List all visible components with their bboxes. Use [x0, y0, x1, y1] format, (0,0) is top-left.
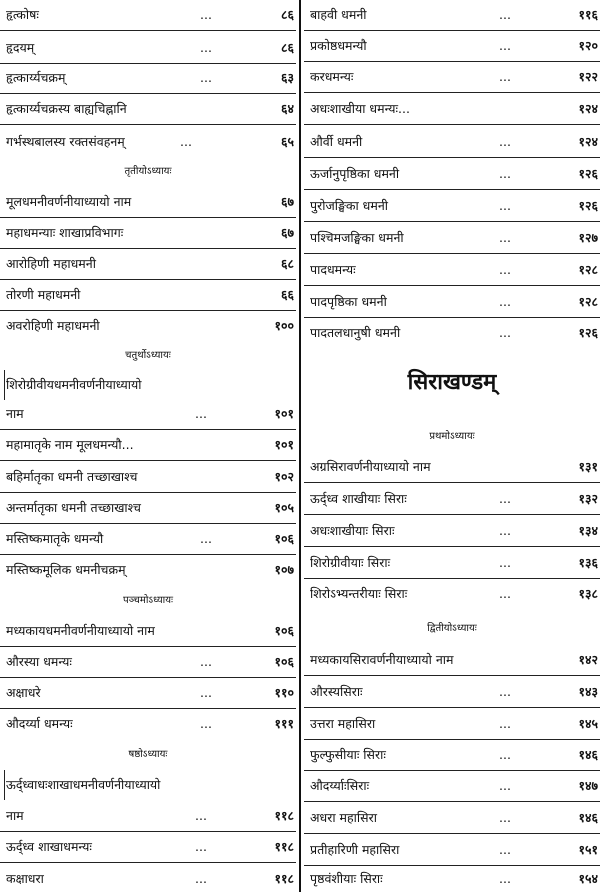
toc-row [0, 63, 296, 94]
entry-title: ऊर्द्ध्व शाखीयाः सिराः [310, 491, 407, 506]
entry-title: बहिर्मातृका धमनी तच्छाखाश्च [6, 469, 138, 484]
page-number: ६३ [280, 70, 294, 85]
chapter-heading: द्वितीयोऽध्यायः [427, 623, 477, 634]
chapter-heading: चतुर्थोऽध्यायः [125, 350, 171, 361]
leader-dots: ... [499, 294, 511, 309]
page-number: १३२ [578, 491, 598, 506]
page-number: १४३ [578, 684, 598, 699]
leader-dots: ... [195, 839, 207, 854]
leader-dots: ... [499, 778, 511, 793]
entry-title: औदर्य्या धमन्यः [6, 716, 73, 731]
entry-title: अवरोहिणी महाधमनी [6, 318, 100, 333]
toc-row [0, 249, 296, 280]
page-number: ६४ [280, 101, 294, 116]
leader-dots: ... [499, 555, 511, 570]
toc-row [304, 677, 600, 708]
leader-dots: ... [499, 230, 511, 245]
entry-title: नाम [6, 808, 24, 823]
leader-dots: ... [499, 716, 511, 731]
chapter-heading: तृतीयोऽध्यायः [124, 166, 172, 177]
leader-dots: ... [200, 685, 212, 700]
leader-dots: ... [499, 491, 511, 506]
entry-title: अक्षाधरे [6, 685, 41, 700]
toc-row [0, 94, 296, 125]
leader-dots: ... [499, 747, 511, 762]
page-number: १२४ [578, 101, 598, 116]
leader-dots: ... [499, 684, 511, 699]
toc-row [304, 0, 600, 31]
leader-dots: ... [200, 70, 212, 85]
toc-row [0, 770, 296, 800]
toc-row [304, 287, 600, 318]
entry-title: अग्रसिरावर्णनीयाध्यायो नाम [310, 459, 431, 474]
leader-dots: ... [499, 262, 511, 277]
entry-title: आरोहिणी महाधमनी [6, 256, 96, 271]
page-number: १४५ [578, 716, 598, 731]
page-number: १०१ [274, 406, 294, 421]
leader-dots: ... [499, 871, 511, 886]
toc-row [0, 127, 296, 157]
page-number: १०५ [274, 500, 294, 515]
toc-row [0, 280, 296, 311]
row-bracket [4, 770, 5, 800]
leader-dots: ... [499, 7, 511, 22]
page-number: १३४ [578, 523, 598, 538]
toc-row [304, 94, 600, 125]
page-number: ११८ [274, 808, 294, 823]
toc-row [0, 430, 296, 461]
leader-dots: ... [499, 198, 511, 213]
toc-row [0, 370, 296, 400]
toc-row [0, 678, 296, 709]
toc-row [0, 33, 296, 64]
toc-row [304, 223, 600, 254]
row-bracket [4, 370, 5, 400]
entry-title: ऊर्द्ध्व शाखाधमन्यः [6, 839, 92, 854]
page-number: १४६ [578, 810, 598, 825]
entry-title: अधःशाखीया धमन्यः... [310, 101, 410, 116]
leader-dots: ... [499, 69, 511, 84]
entry-title: हृत्कार्य्यचक्रम् [6, 70, 66, 85]
toc-row [304, 31, 600, 62]
page-number: ६७ [280, 225, 294, 240]
page-number: १३८ [578, 586, 598, 601]
toc-row [304, 740, 600, 771]
entry-title: हृदयम् [6, 40, 35, 55]
page-number: १२७ [578, 230, 598, 245]
entry-title: औरस्या धमन्यः [6, 654, 72, 669]
entry-title: मूलधमनीवर्णनीयाध्यायो नाम [6, 194, 132, 209]
toc-row [304, 318, 600, 348]
column-divider [299, 0, 301, 892]
toc-row [304, 579, 600, 609]
page-number: १११ [274, 716, 294, 731]
chapter-heading: षष्ठोऽध्यायः [128, 749, 168, 760]
toc-row [304, 548, 600, 579]
toc-row [304, 62, 600, 93]
leader-dots: ... [200, 7, 212, 22]
entry-title: फुल्फुसीयाः सिराः [310, 747, 386, 762]
toc-row [304, 516, 600, 547]
toc-row [0, 647, 296, 678]
page-number: ६६ [280, 287, 294, 302]
page-number: १०७ [274, 562, 294, 577]
leader-dots: ... [195, 871, 207, 886]
page-number: १२८ [578, 262, 598, 277]
page-number: १२६ [578, 325, 598, 340]
leader-dots: ... [499, 810, 511, 825]
entry-title: महाधमन्याः शाखाप्रविभागः [6, 225, 124, 240]
entry-title: औदर्य्याःसिराः [310, 778, 370, 793]
leader-dots: ... [200, 654, 212, 669]
entry-title: कक्षाधरा [6, 871, 44, 886]
page-number: ६८ [280, 256, 294, 271]
toc-row [304, 645, 600, 676]
page-number: ६७ [280, 194, 294, 209]
entry-title: गर्भस्थबालस्य रक्तसंवहनम् [6, 134, 125, 149]
leader-dots: ... [200, 716, 212, 731]
page-number: १०६ [274, 623, 294, 638]
entry-title: अन्तर्मातृका धमनी तच्छाखाश्च [6, 500, 141, 515]
leader-dots: ... [180, 134, 192, 149]
page-number: १०६ [274, 654, 294, 669]
page-number: १२४ [578, 134, 598, 149]
page-number: ११६ [578, 7, 598, 22]
entry-title: शिरोग्रीवीयधमनीवर्णनीयाध्यायो [6, 377, 142, 392]
leader-dots: ... [195, 406, 207, 421]
leader-dots: ... [195, 808, 207, 823]
page-number: ८६ [280, 40, 294, 55]
toc-row [0, 0, 296, 31]
page-number: १२६ [578, 198, 598, 213]
page-number: १५१ [578, 842, 598, 857]
entry-title: पुरोजङ्घिका धमनी [310, 198, 389, 213]
page-number: १४७ [578, 778, 598, 793]
entry-title: शिरोऽभ्यन्तरीयाः सिराः [310, 586, 408, 601]
entry-title: करधमन्यः [310, 69, 354, 84]
page-number: १२० [578, 38, 598, 53]
page-number: ११८ [274, 839, 294, 854]
chapter-heading: पञ्चमोऽध्यायः [122, 595, 174, 606]
leader-dots: ... [200, 531, 212, 546]
entry-title: मस्तिष्कमूलिक धमनीचक्रम् [6, 562, 126, 577]
toc-row [304, 803, 600, 834]
toc-row [0, 311, 296, 341]
page-number: ६५ [280, 134, 294, 149]
toc-row [304, 255, 600, 286]
entry-title: प्रतीहारिणी महासिरा [310, 842, 400, 857]
leader-dots: ... [499, 134, 511, 149]
entry-title: मध्यकायसिरावर्णनीयाध्यायो नाम [310, 652, 454, 667]
page-number: १३६ [578, 555, 598, 570]
entry-title: हृत्कोषः [6, 7, 39, 22]
toc-row [0, 493, 296, 524]
entry-title: पृष्ठवंशीयाः सिराः [310, 871, 383, 886]
toc-row [0, 801, 296, 832]
page-number: १२२ [578, 69, 598, 84]
toc-row [304, 159, 600, 190]
toc-row [0, 832, 296, 863]
entry-title: ऊर्द्ध्वाधःशाखाधमनीवर्णनीयाध्यायो [6, 777, 161, 792]
page-number: ११० [274, 685, 294, 700]
entry-title: हृत्कार्य्यचक्रस्य बाह्यचिह्नानि [6, 101, 127, 116]
chapter-heading: प्रथमोऽध्यायः [429, 431, 475, 442]
section-title: सिराखण्डम् [407, 370, 497, 395]
page-number: १४२ [578, 652, 598, 667]
entry-title: महामातृके नाम मूलधमन्यौ... [6, 437, 134, 452]
leader-dots: ... [200, 40, 212, 55]
entry-title: ऊर्जानुपृष्ठिका धमनी [310, 166, 400, 181]
page-number: १३१ [578, 459, 598, 474]
toc-row [0, 864, 296, 894]
page-number: १२८ [578, 294, 598, 309]
page-number: १०१ [274, 437, 294, 452]
toc-row [304, 835, 600, 866]
entry-title: मध्यकायधमनीवर्णनीयाध्यायो नाम [6, 623, 155, 638]
leader-dots: ... [499, 166, 511, 181]
toc-row [0, 616, 296, 647]
entry-title: उत्तरा महासिरा [310, 716, 376, 731]
entry-title: पादतलधानुषी धमनी [310, 325, 401, 340]
page-number: १०६ [274, 531, 294, 546]
leader-dots: ... [499, 586, 511, 601]
toc-row [304, 484, 600, 515]
entry-title: और्वी धमनी [310, 134, 363, 149]
entry-title: अधरा महासिरा [310, 810, 377, 825]
toc-row [0, 462, 296, 493]
toc-row [304, 452, 600, 483]
toc-row [304, 864, 600, 894]
toc-row [0, 709, 296, 739]
leader-dots: ... [499, 38, 511, 53]
page-number: १५४ [578, 871, 598, 886]
toc-row [304, 191, 600, 222]
leader-dots: ... [499, 842, 511, 857]
entry-title: अधःशाखीयाः सिराः [310, 523, 395, 538]
page-number: १२६ [578, 166, 598, 181]
toc-row [0, 555, 296, 585]
entry-title: प्रकोष्ठधमन्यौ [310, 38, 367, 53]
page-number: १०० [274, 318, 294, 333]
page-number: ११८ [274, 871, 294, 886]
page-number: ८६ [280, 7, 294, 22]
entry-title: बाहवी धमनी [310, 7, 367, 22]
toc-row [0, 187, 296, 218]
toc-row [0, 399, 296, 430]
page-number: १४६ [578, 747, 598, 762]
leader-dots: ... [499, 325, 511, 340]
entry-title: पादधमन्यः [310, 262, 356, 277]
toc-row [304, 771, 600, 802]
leader-dots: ... [499, 523, 511, 538]
entry-title: पादपृष्ठिका धमनी [310, 294, 387, 309]
toc-row [0, 218, 296, 249]
toc-row [304, 127, 600, 158]
toc-row [304, 709, 600, 740]
page-number: १०२ [274, 469, 294, 484]
entry-title: नाम [6, 406, 24, 421]
entry-title: शिरोग्रीवीयाः सिराः [310, 555, 391, 570]
entry-title: औरस्यसिराः [310, 684, 363, 699]
entry-title: पश्चिमजङ्घिका धमनी [310, 230, 404, 245]
entry-title: मस्तिष्कमातृके धमन्यौ [6, 531, 104, 546]
toc-row [0, 524, 296, 555]
entry-title: तोरणी महाधमनी [6, 287, 81, 302]
